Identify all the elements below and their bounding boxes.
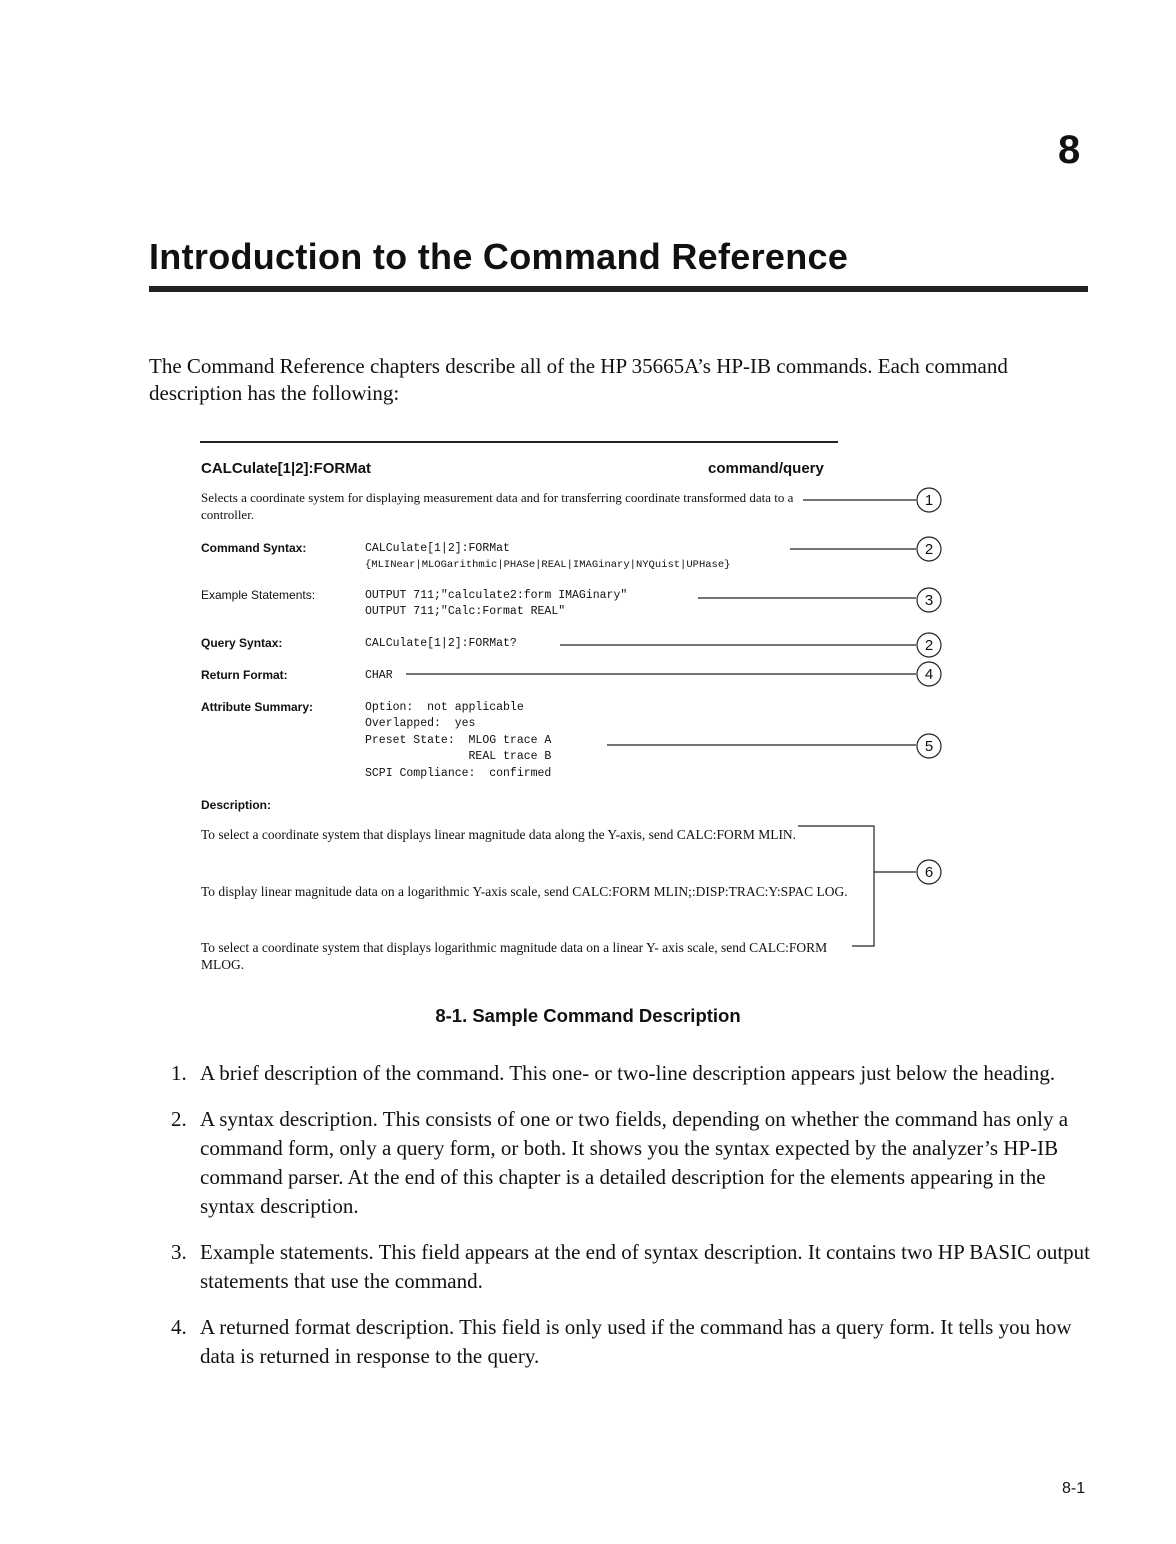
attribute-line-2: Overlapped: yes [365, 717, 476, 730]
intro-paragraph: The Command Reference chapters describe all of the HP 35665A’s HP-IB commands. Each command description has the following: [149, 354, 1008, 405]
sample-command-type: command/query [708, 460, 824, 477]
list-item-number: 4. [171, 1315, 187, 1339]
list-item-text: A returned format description. This field is only used if the command has a query form. It tells you how data is returned in response to the query. [200, 1315, 1072, 1368]
attribute-line-3: Preset State: MLOG trace A [365, 734, 552, 747]
description-paragraph-1: To select a coordinate system that displays linear magnitude data along the Y-axis, send CALC:FORM MLIN. [201, 827, 797, 842]
description-label: Description: [201, 798, 272, 812]
chapter-number: 8 [1058, 128, 1081, 172]
callout-1-number: 1 [924, 492, 934, 509]
example-line-1: OUTPUT 711;"calculate2:form IMAGinary" [365, 589, 628, 602]
sample-command-heading: CALCulate[1|2]:FORMat [201, 460, 372, 477]
list-item-number: 2. [171, 1107, 187, 1131]
list-item [149, 1313, 1094, 1371]
list-item-text: Example statements. This field appears at the end of syntax description. It contains two HP BASIC output statements that use the command. [200, 1240, 1091, 1293]
command-syntax-line-2: {MLINear|MLOGarithmic|PHASe|REAL|IMAGinary|NYQuist|UPHase} [365, 559, 731, 571]
list-item-number: 3. [171, 1240, 187, 1264]
description-paragraph-2: To display linear magnitude data on a logarithmic Y-axis scale, send CALC:FORM MLIN;:DISP:TRAC:Y:SPAC LOG. [201, 884, 848, 899]
list-item [149, 1105, 1094, 1221]
return-format-label: Return Format: [201, 668, 288, 682]
field-list [149, 1059, 1094, 1388]
list-item [149, 1059, 1094, 1088]
example-label: Example Statements: [201, 588, 316, 602]
callout-2a-number: 2 [924, 541, 934, 558]
list-item-text: A syntax description. This consists of one or two fields, depending on whether the command has only a command form, only a query form, or both. It shows you the syntax expected by the analyzer’s HP-IB command parser. At the end of this chapter is a detailed description for the elements appearing in the syntax description. [200, 1107, 1069, 1218]
query-syntax-label: Query Syntax: [201, 636, 283, 650]
callout-6-number: 6 [924, 864, 934, 881]
query-syntax: CALCulate[1|2]:FORMat? [365, 637, 517, 650]
sample-brief-description: Selects a coordinate system for displaying measurement data and for transferring coordinate transformed data to a controller. [201, 490, 794, 522]
page-title: Introduction to the Command Reference [149, 236, 849, 277]
example-line-2: OUTPUT 711;"Calc:Format REAL" [365, 605, 566, 618]
attribute-label: Attribute Summary: [201, 700, 314, 714]
list-item [149, 1238, 1094, 1296]
attribute-line-1: Option: not applicable [365, 701, 524, 714]
attribute-line-5: SCPI Compliance: confirmed [365, 767, 552, 780]
return-format: CHAR [365, 669, 393, 682]
command-syntax-label: Command Syntax: [201, 541, 307, 555]
callout-6-bracket [798, 826, 874, 946]
list-item-number: 1. [171, 1061, 187, 1085]
figure-caption: 8-1. Sample Command Description [435, 1005, 741, 1026]
command-syntax-line-1: CALCulate[1|2]:FORMat [365, 542, 510, 555]
callout-2b-number: 2 [924, 637, 934, 654]
list-item-text: A brief description of the command. This one- or two-line description appears just below the heading. [200, 1061, 1056, 1085]
callout-3-number: 3 [924, 592, 934, 609]
callout-4-number: 4 [924, 666, 934, 683]
description-paragraph-3: To select a coordinate system that displays logarithmic magnitude data on a linear Y- axis scale, send CALC:FORM MLOG. [201, 940, 828, 972]
callout-5-number: 5 [924, 738, 934, 755]
page-number: 8-1 [1062, 1480, 1086, 1497]
attribute-line-4: REAL trace B [365, 750, 552, 763]
